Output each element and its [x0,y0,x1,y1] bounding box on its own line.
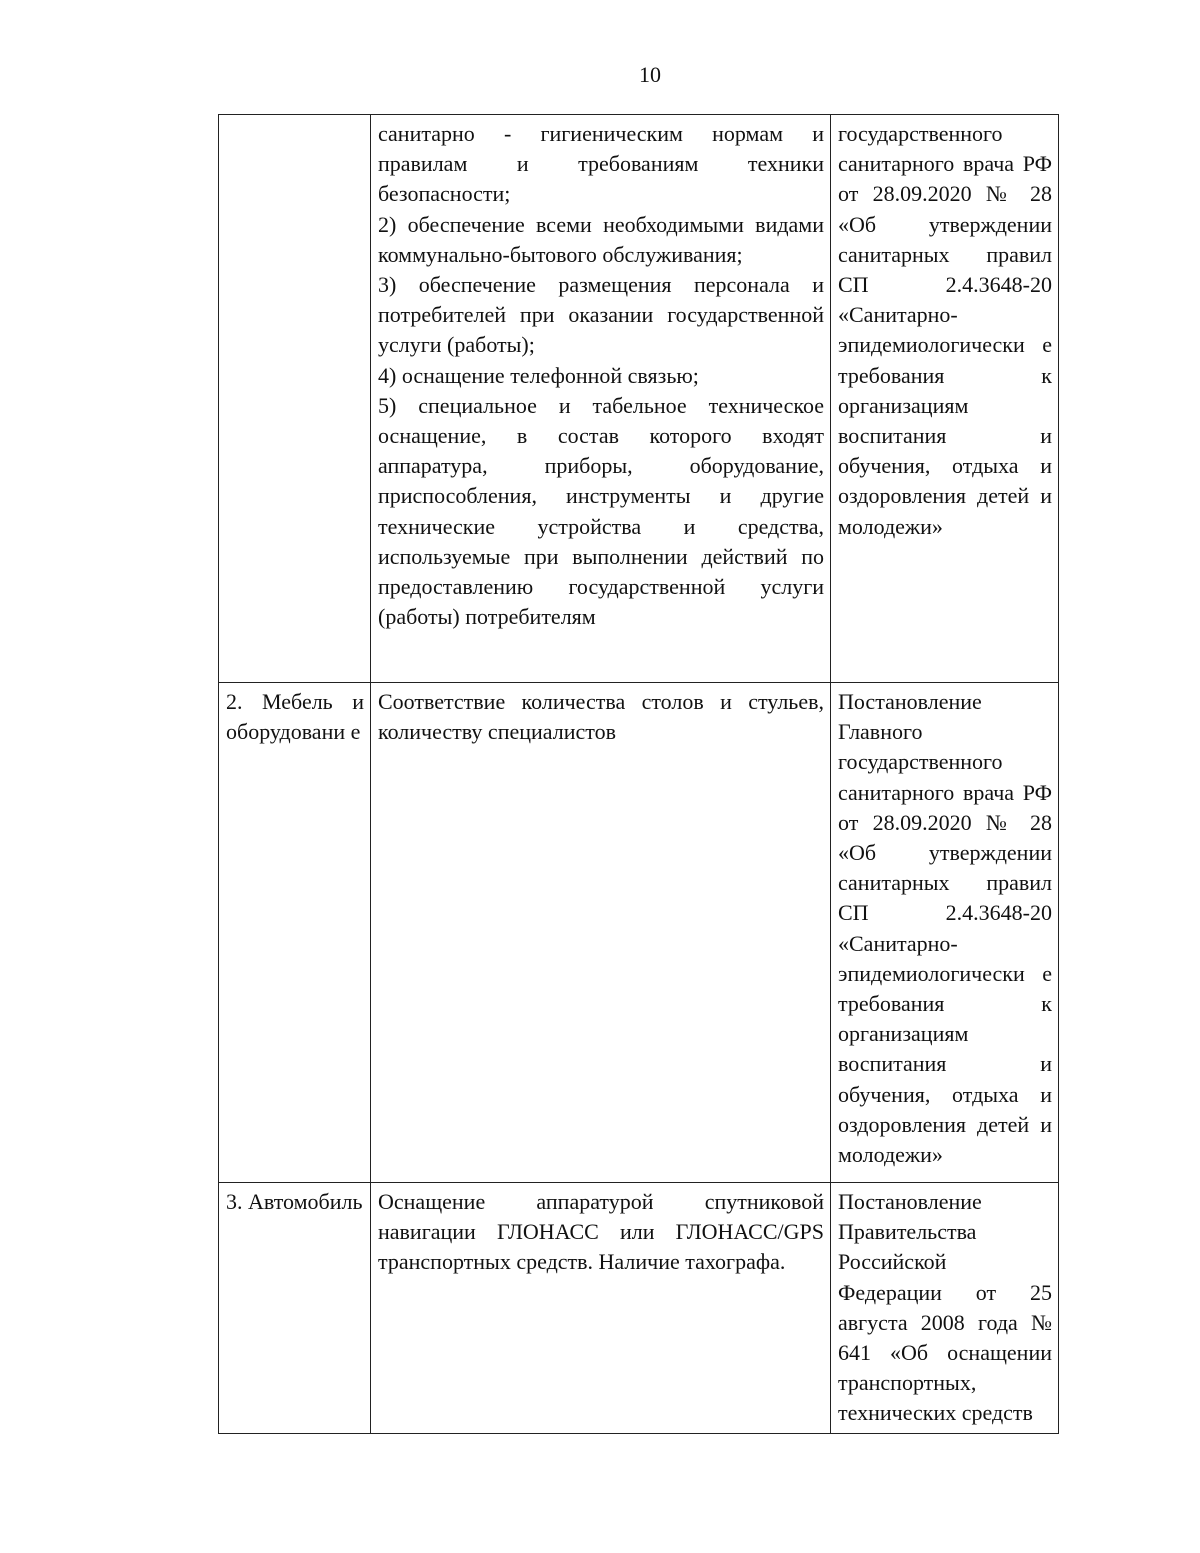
basis-cell: Постановление Правительства Российской Федерации от 25 августа 2008 года № 641 «Об оснащении транспортных, технических средств [831,1183,1059,1434]
basis-cell: Постановление Главного государственного санитарного врача РФ от 28.09.2020 № 28 «Об утверждении санитарных правил СП 2.4.3648-20 «Санитарно-эпидемиологически е требования к организациям воспитания и обучения, отдыха и оздоровления детей и молодежи» [831,683,1059,1183]
category-cell: 2. Мебель и оборудовани е [219,683,371,1183]
requirements-cell [371,1183,831,1434]
requirement-item: санитарно - гигиеническим нормам и правилам и требованиям техники безопасности; [378,121,824,207]
requirement-item: Соответствие количества столов и стульев, количеству специалистов [378,689,824,745]
requirement-item: 2) обеспечение всеми необходимыми видами коммунально-бытового обслуживания; [378,211,824,267]
requirement-item: 5) специальное и табельное техническое оснащение, в состав которого входят аппаратура, приборы, оборудование, приспособления, инструменты и другие технические устройства и средства, используемые при выполнении действий по предоставлению государственной услуги (работы) потребителям [378,392,824,630]
table-row [219,683,1059,1183]
requirements-table [218,114,1059,1434]
category-cell [219,115,371,683]
requirements-cell [371,115,831,683]
table-row [219,115,1059,683]
page-number: 10 [639,62,661,87]
requirement-item: 3) обеспечение размещения персонала и потребителей при оказании государственной услуги (работы); [378,272,824,358]
requirement-item: 4) оснащение телефонной связью; [378,362,699,388]
requirements-table-wrapper [218,114,1059,1434]
requirement-item: Оснащение аппаратурой спутниковой навигации ГЛОНАСС или ГЛОНАСС/GPS транспортных средств. Наличие тахографа. [378,1189,824,1275]
table-row [219,1183,1059,1434]
category-cell: 3. Автомобиль [219,1183,371,1434]
basis-cell: государственного санитарного врача РФ от 28.09.2020 № 28 «Об утверждении санитарных правил СП 2.4.3648-20 «Санитарно-эпидемиологически е требования к организациям воспитания и обучения, отдыха и оздоровления детей и молодежи» [831,115,1059,683]
requirements-cell [371,683,831,1183]
